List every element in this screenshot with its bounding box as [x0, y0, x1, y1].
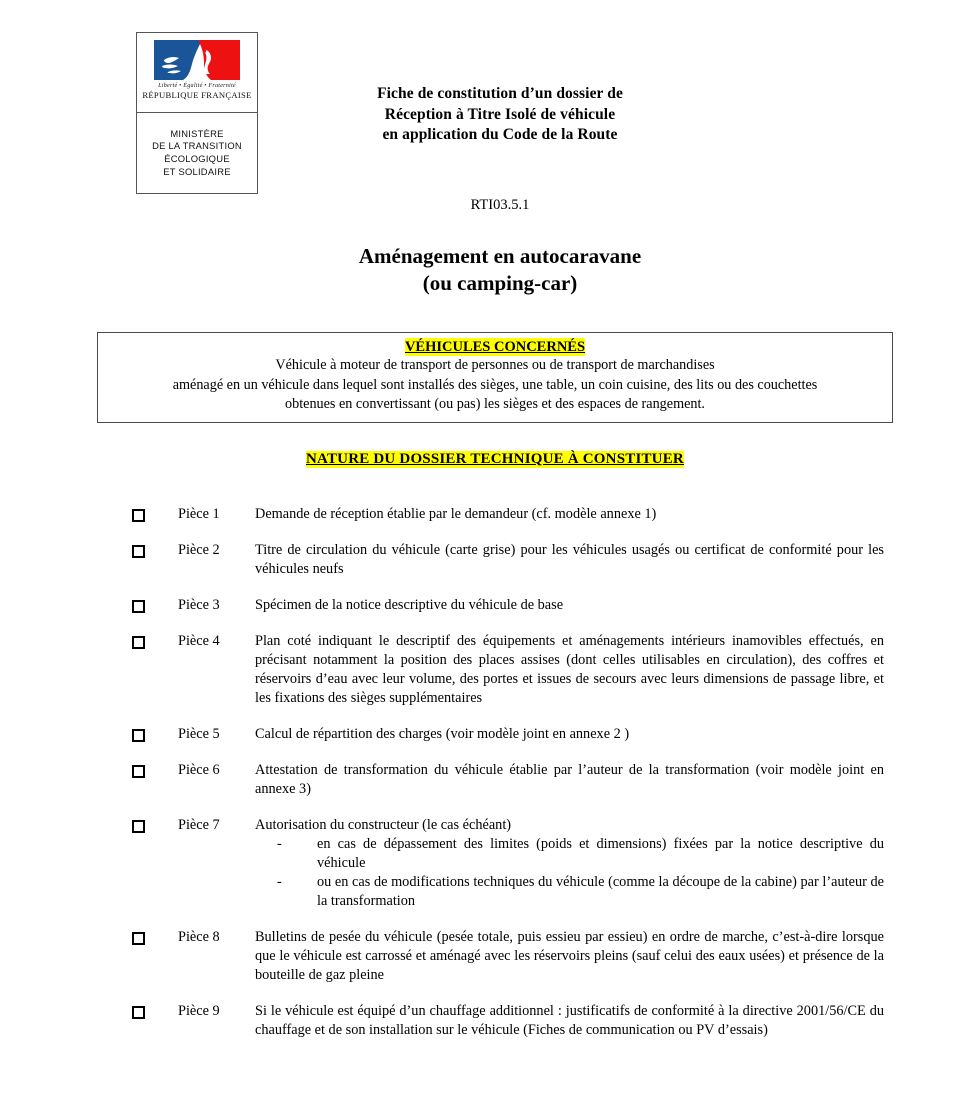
- piece-description: Calcul de répartition des charges (voir modèle joint en annexe 2 ): [255, 726, 630, 742]
- dossier-item: [0, 541, 960, 579]
- document-title-line-1: Fiche de constitution d’un dossier de: [377, 85, 623, 102]
- document-reference-code: RTI03.5.1: [470, 197, 530, 213]
- checkbox-piece-4[interactable]: [132, 636, 145, 649]
- piece-description: Spécimen de la notice descriptive du véhicule de base: [255, 597, 564, 613]
- document-header: [0, 0, 960, 295]
- piece-label: Pièce 6: [178, 762, 220, 778]
- subitem-dash-marker: -: [277, 874, 282, 890]
- piece-description: Plan coté indiquant le descriptif des équipements et aménagements intérieurs inamovibles effectués, en précisant notamment la position des places assises (dont celles utilisables en circulation), des coffres et réservoirs d’eau avec leur volume, des portes et issues de secours avec leurs dimensions de passage libre, et les fixations des sièges supplémentaires: [255, 633, 884, 706]
- checkbox-piece-1[interactable]: [132, 509, 145, 522]
- piece-description: Demande de réception établie par le demandeur (cf. modèle annexe 1): [255, 506, 657, 522]
- piece-label: Pièce 3: [178, 597, 220, 613]
- document-title-line-2: Réception à Titre Isolé de véhicule: [384, 105, 616, 123]
- piece-label: Pièce 5: [178, 726, 220, 742]
- dossier-section-heading: NATURE DU DOSSIER TECHNIQUE À CONSTITUER: [306, 451, 684, 467]
- concerned-vehicles-line-3: obtenues en convertissant (ou pas) les sièges et des espaces de rangement.: [285, 396, 705, 412]
- checkbox-piece-5[interactable]: [132, 729, 145, 742]
- document-title: [285, 84, 715, 146]
- ministry-name-block: [137, 113, 257, 193]
- dossier-items-list: [0, 505, 960, 1057]
- concerned-vehicles-line-1: Véhicule à moteur de transport de personnes ou de transport de marchandises: [275, 357, 715, 373]
- concerned-vehicles-heading-wrap: [104, 338, 886, 356]
- french-flag-marianne-icon: [154, 40, 240, 80]
- republique-francaise-label: RÉPUBLIQUE FRANÇAISE: [142, 90, 252, 100]
- piece-subitem-list: [255, 835, 884, 911]
- republic-motto: Liberté • Égalité • Fraternité: [158, 82, 236, 89]
- piece-description: Bulletins de pesée du véhicule (pesée totale, puis essieu par essieu) en ordre de marche, c’est-à-dire lorsque que le véhicule est carrossé et aménagé avec les réservoirs pleins (sauf celui des eaux usées) et présence de la bouteille de gaz pleine: [255, 929, 884, 983]
- republique-francaise-logo: [136, 32, 258, 194]
- ministry-line-3: ÉCOLOGIQUE: [164, 153, 230, 164]
- piece-label: Pièce 7: [178, 817, 220, 833]
- piece-description: Titre de circulation du véhicule (carte grise) pour les véhicules usagés ou certificat de conformité pour les véhicules neufs: [255, 542, 884, 577]
- checkbox-piece-2[interactable]: [132, 545, 145, 558]
- dossier-item: [0, 725, 960, 744]
- piece-label: Pièce 1: [178, 506, 220, 522]
- concerned-vehicles-box: [97, 332, 893, 423]
- piece-description: Attestation de transformation du véhicule établie par l’auteur de la transformation (voir modèle joint en annexe 3): [255, 762, 884, 797]
- dossier-item: [0, 928, 960, 985]
- concerned-vehicles-heading: VÉHICULES CONCERNÉS: [404, 339, 586, 355]
- piece-description: Autorisation du constructeur (le cas échéant): [255, 817, 512, 833]
- piece-subitem: [255, 873, 884, 911]
- checkbox-piece-8[interactable]: [132, 932, 145, 945]
- ministry-line-2: DE LA TRANSITION: [152, 140, 242, 152]
- dossier-item: [0, 632, 960, 708]
- checkbox-piece-3[interactable]: [132, 600, 145, 613]
- piece-label: Pièce 2: [178, 542, 220, 558]
- ministry-line-1: MINISTÈRE: [170, 127, 224, 139]
- checkbox-piece-9[interactable]: [132, 1006, 145, 1019]
- piece-label: Pièce 4: [178, 633, 220, 649]
- dossier-item: [0, 1002, 960, 1040]
- document-subject-title: [225, 243, 775, 297]
- piece-description: Si le véhicule est équipé d’un chauffage additionnel : justificatifs de conformité à la directive 2001/56/CE du chauffage et de son installation sur le véhicule (Fiches de communication ou PV d’essais): [255, 1003, 884, 1038]
- dossier-item: [0, 816, 960, 911]
- checkbox-piece-6[interactable]: [132, 765, 145, 778]
- dossier-item: [0, 505, 960, 524]
- ministry-line-4: ET SOLIDAIRE: [163, 165, 231, 177]
- dossier-item: [0, 761, 960, 799]
- piece-label: Pièce 8: [178, 929, 220, 945]
- subject-title-line-1: Aménagement en autocaravane: [358, 244, 642, 268]
- dossier-section-heading-wrap: [97, 450, 893, 468]
- checkbox-piece-7[interactable]: [132, 820, 145, 833]
- logo-emblem-section: [137, 33, 257, 113]
- document-title-line-3: en application du Code de la Route: [382, 126, 618, 143]
- subitem-text: en cas de dépassement des limites (poids et dimensions) fixées par la notice descriptive du véhicule: [317, 836, 884, 871]
- subitem-dash-marker: -: [277, 836, 282, 852]
- piece-subitem: [255, 835, 884, 873]
- piece-label: Pièce 9: [178, 1003, 220, 1019]
- concerned-vehicles-line-2: aménagé en un véhicule dans lequel sont installés des sièges, une table, un coin cuisine, des lits ou des couchettes: [172, 376, 818, 393]
- dossier-item: [0, 596, 960, 615]
- subject-title-line-2: (ou camping-car): [422, 271, 578, 295]
- subitem-text: ou en cas de modifications techniques du véhicule (comme la découpe de la cabine) par l’auteur de la transformation: [317, 874, 884, 909]
